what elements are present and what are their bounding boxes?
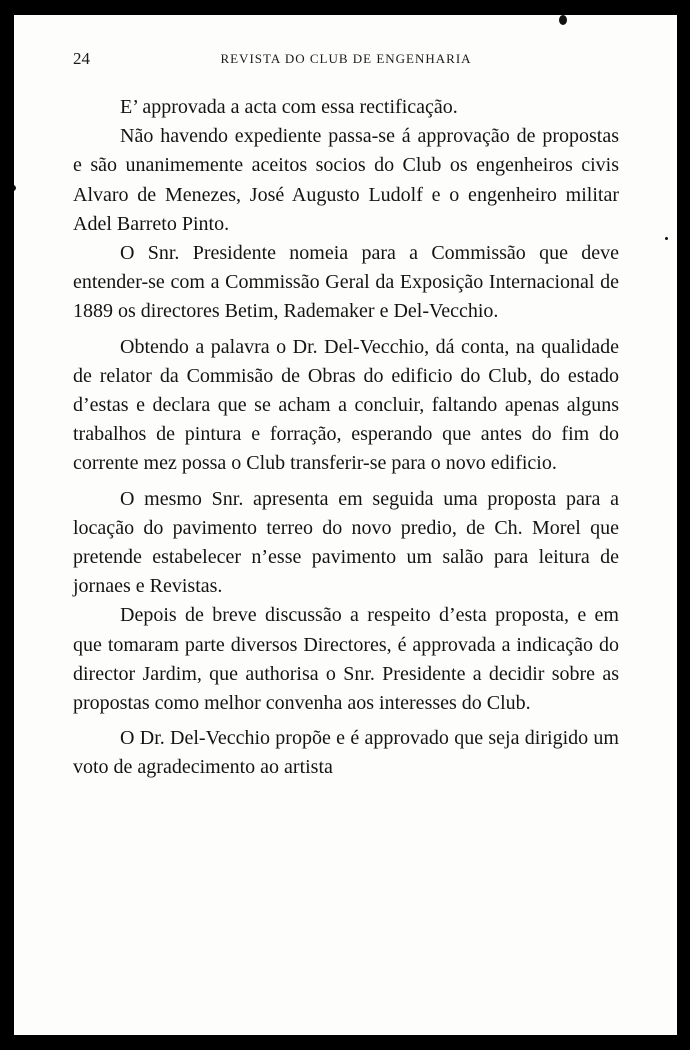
running-head [73,49,619,73]
ink-speck [14,185,16,191]
paragraph-works-report: Obtendo a palavra o Dr. Del-Vecchio, dá conta, na qualidade de relator da Commisão de Obras do edificio do Club, do estado d’estas e declara que se acham a concluir, faltando apenas alguns trabalhos de pintura e forração, esperando que antes do fim do corrente mez possa o Club transferir-se para o novo edificio. [73,335,619,475]
body-text [73,93,619,783]
ink-speck [559,15,567,25]
paragraph-discussion: Depois de breve discussão a respeito d’esta proposta, e em que tomaram parte diversos Directores, é approvada a indicação do director Jardim, que authorisa o Snr. Presidente a decidir sobre as propostas como melhor convenha aos interesses do Club. [73,604,619,715]
paragraph-commission: O Snr. Presidente nomeia para a Commissão que deve entender-se com a Commissão Geral da Exposição Internacional de 1889 os directores Betim, Rademaker e Del-Vecchio. [73,242,619,323]
journal-title: REVISTA DO CLUB DE ENGENHARIA [220,51,472,66]
ink-speck [665,237,668,240]
paragraph-new-members: Não havendo expediente passa-se á approvação de propostas e são unanimemente aceitos socios do Club os engenheiros civis Alvaro de Menezes, José Augusto Ludolf e o engenheiro militar Adel Barreto Pinto. [73,125,619,235]
paragraph-approval: E’ approvada a acta com essa rectificação. [120,96,458,118]
paragraph-vote-of-thanks: O Dr. Del-Vecchio propõe e é approvado que seja dirigido um voto de agradecimento ao artista [73,727,619,779]
scanned-page [14,15,677,1035]
page-number: 24 [73,49,90,68]
paragraph-lease-proposal: O mesmo Snr. apresenta em seguida uma proposta para a locação do pavimento terreo do novo predio, de Ch. Morel que pretende estabelecer n’esse pavimento um salão para leitura de jornaes e Revistas. [73,487,619,598]
